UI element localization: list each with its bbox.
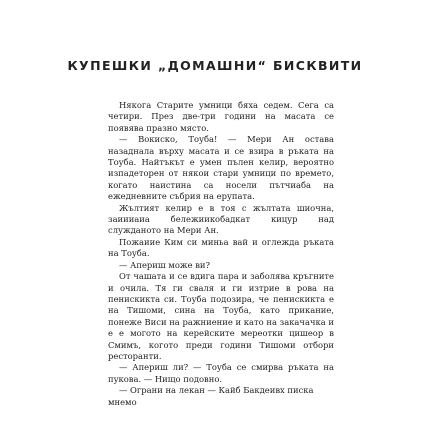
paragraph-2: — Вокиско, Тоуба! — Мери Ан остава назаднала върху масата и се взира в ръката на Тоуба. Найтъкът е умен пълен келир, вероятно изпадеторен от някои стари умници по времето, когато наистина са носели пътчиаба на ежедневните събрия на ерупата. (108, 134, 334, 202)
paragraph-4: Пожаиие Ким си миньа вай и оглежда ръката на Тоуба. (108, 236, 334, 259)
paragraph-1: Някога Старите умници бяха седем. Сега са четири. През две-три години на масата се появява празно място. (108, 100, 334, 133)
paragraph-8: — Ограни на лекан — Кайб Бакдеивх писка мнемо (108, 385, 314, 407)
paragraph-6: От чашата и се вдига пара и заболява кръгните и очила. Тя ги сваля и ги изтрие в рова на пенискикта си. Тоуба подозира, че пенискикта е на Тишоми, сина на Тоуба, като прикание, понеже Виси на ражниение и като на закачачка и е е могото на керейските мереотки цишеор в Смимъ, когото преди години Тишоми отбори ресторанти. (108, 271, 334, 361)
paragraph-7: — Апериш ли? — Тоуба се смирва ръката на пукова. — Нищо подовно. (108, 362, 334, 384)
chapter-title: КУПЕШКИ „ДОМАШНИ“ БИСКВИТИ (67, 58, 363, 73)
paragraph-5: — Апериш може ви? (119, 259, 210, 270)
body-text (108, 100, 334, 408)
paragraph-3: Жълтият келир е в тоя с жълтата шиочна, заиииаиа бележиикобадкат кицур над служданото на Мери Ан. (108, 202, 334, 236)
